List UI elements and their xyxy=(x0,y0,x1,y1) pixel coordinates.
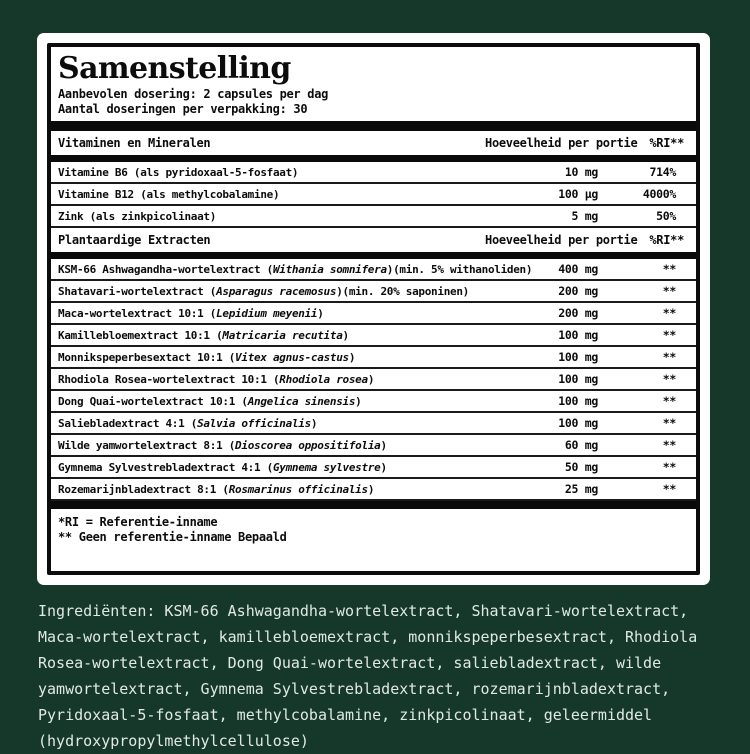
thick-divider-top xyxy=(51,121,696,131)
ingredient-amount: 200 mg xyxy=(558,306,598,320)
table-row xyxy=(51,259,696,281)
table-row xyxy=(51,281,696,303)
table-row xyxy=(51,413,696,435)
ingredients-text: Ingrediënten: KSM-66 Ashwagandha-wortelextract, Shatavari-wortelextract, Maca-wortelextract, kamillebloemextract, monnikspeperbesextract, Rhodiola Rosea-wortelextract, Dong Quai-wortelextract, saliebladextract, wilde yamwortelextract, Gymnema Sylvestrebladextract, rozemarijnbladextract, Pyridoxaal-5-fosfaat, methylcobalamine, zinkpicolinaat, geleermiddel (hydroxypropylmethylcellulose) xyxy=(38,602,698,750)
ingredient-ri-value: ** xyxy=(662,372,676,386)
ingredient-name: Rozemarijnbladextract 8:1 (Rosmarinus officinalis) xyxy=(58,482,375,496)
section-title: Vitaminen en Mineralen xyxy=(58,136,211,150)
dosing-line-1: Aanbevolen dosering: 2 capsules per dag xyxy=(58,87,329,101)
table-row xyxy=(51,391,696,413)
ingredient-ri-value: ** xyxy=(662,438,676,452)
footnote-ri: *RI = Referentie-inname xyxy=(58,515,218,529)
ingredient-amount: 100 mg xyxy=(558,350,598,364)
table-row xyxy=(51,303,696,325)
ingredient-ri-value: ** xyxy=(662,328,676,342)
ingredient-name: Dong Quai-wortelextract 10:1 (Angelica sinensis) xyxy=(58,394,362,408)
section-title: Plantaardige Extracten xyxy=(58,233,211,247)
table-row xyxy=(51,479,696,501)
ingredient-amount: 100 mg xyxy=(558,416,598,430)
ingredient-ri-value: ** xyxy=(662,306,676,320)
ingredient-amount: 100 mg xyxy=(558,394,598,408)
thick-divider-bottom xyxy=(51,501,696,509)
ingredient-ri-value: 714% xyxy=(649,165,676,179)
ingredient-name: Monnikspeperbesextact 10:1 (Vitex agnus-castus) xyxy=(58,350,356,364)
ingredient-amount: 5 mg xyxy=(571,209,598,223)
table-row xyxy=(51,162,696,184)
ingredient-name: Zink (als zinkpicolinaat) xyxy=(58,209,217,223)
ingredient-name: Vitamine B6 (als pyridoxaal-5-fosfaat) xyxy=(58,165,299,179)
ingredient-amount: 100 µg xyxy=(558,187,598,201)
card-border-frame xyxy=(47,43,700,575)
ingredient-amount: 100 mg xyxy=(558,328,598,342)
ingredient-amount: 10 mg xyxy=(564,165,598,179)
footnote-no-ri: ** Geen referentie-inname Bepaald xyxy=(58,530,287,544)
footnotes xyxy=(51,509,696,545)
ingredient-ri-value: ** xyxy=(662,350,676,364)
ingredient-name: Wilde yamwortelextract 8:1 (Dioscorea oppositifolia) xyxy=(58,438,387,452)
ingredient-amount: 60 mg xyxy=(564,438,598,452)
supplement-facts-card xyxy=(37,33,710,585)
ingredient-amount: 25 mg xyxy=(564,482,598,496)
ingredient-ri-value: ** xyxy=(662,416,676,430)
table-row xyxy=(51,435,696,457)
table-row xyxy=(51,347,696,369)
ingredient-name: Saliebladextract 4:1 (Salvia officinalis) xyxy=(58,416,318,430)
ingredient-ri-value: 4000% xyxy=(642,187,676,201)
ingredient-name: Shatavari-wortelextract (Asparagus racemosus)(min. 20% saponinen) xyxy=(58,284,469,298)
ingredient-ri-value: 50% xyxy=(656,209,676,223)
ingredient-name: Rhodiola Rosea-wortelextract 10:1 (Rhodiola rosea) xyxy=(58,372,375,386)
ingredient-name: Gymnema Sylvestrebladextract 4:1 (Gymnema sylvestre) xyxy=(58,460,387,474)
ingredient-ri-value: ** xyxy=(662,482,676,496)
ingredient-ri-value: ** xyxy=(662,284,676,298)
label-title: Samenstelling xyxy=(58,51,291,86)
table-row xyxy=(51,325,696,347)
section-header-row xyxy=(51,131,696,155)
ri-column-header: %RI** xyxy=(649,233,684,247)
ingredient-ri-value: ** xyxy=(662,460,676,474)
section-divider xyxy=(51,155,696,162)
table-row xyxy=(51,184,696,206)
ri-column-header: %RI** xyxy=(649,136,684,150)
ingredient-name: Maca-wortelextract 10:1 (Lepidium meyenii) xyxy=(58,306,324,320)
ingredient-name: Vitamine B12 (als methylcobalamine) xyxy=(58,187,280,201)
table-row xyxy=(51,457,696,479)
ingredient-name: KSM-66 Ashwagandha-wortelextract (Withania somnifera)(min. 5% withanoliden) xyxy=(58,262,533,276)
dosing-info xyxy=(58,87,690,117)
section-header-row xyxy=(51,228,696,252)
amount-column-header: Hoeveelheid per portie xyxy=(485,136,638,150)
table-row xyxy=(51,206,696,228)
ingredient-amount: 200 mg xyxy=(558,284,598,298)
amount-column-header: Hoeveelheid per portie xyxy=(485,233,638,247)
ingredient-amount: 100 mg xyxy=(558,372,598,386)
section-divider xyxy=(51,252,696,259)
ingredient-amount: 50 mg xyxy=(564,460,598,474)
dosing-line-2: Aantal doseringen per verpakking: 30 xyxy=(58,102,308,116)
nutrition-table xyxy=(51,131,696,501)
ingredient-amount: 400 mg xyxy=(558,262,598,276)
ingredient-ri-value: ** xyxy=(662,262,676,276)
ingredient-name: Kamillebloemextract 10:1 (Matricaria recutita) xyxy=(58,328,349,342)
table-row xyxy=(51,369,696,391)
ingredient-ri-value: ** xyxy=(662,394,676,408)
